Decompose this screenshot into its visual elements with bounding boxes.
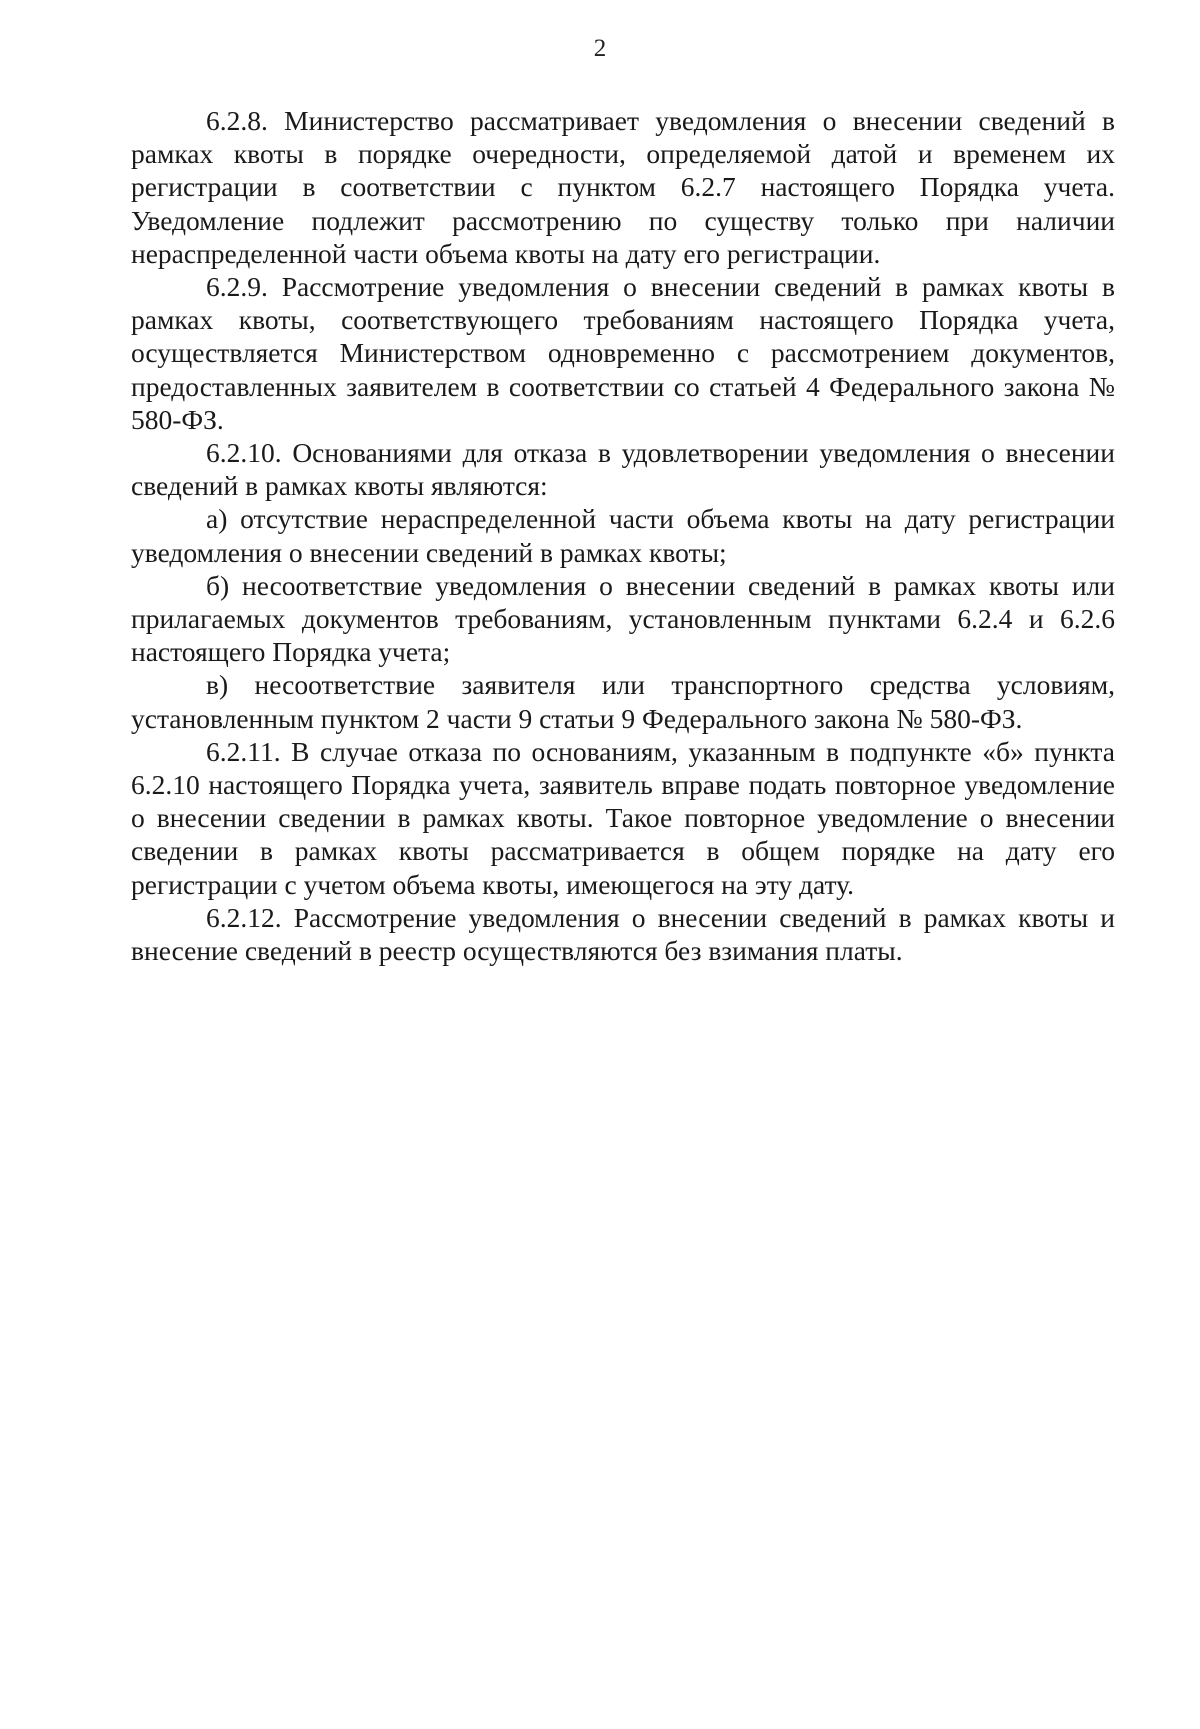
document-body — [131, 104, 1115, 967]
paragraph-6-2-8: 6.2.8. Министерство рассматривает уведомления о внесении сведений в рамках квоты в порядке очередности, определяемой датой и временем их регистрации в соответствии с пунктом 6.2.7 настоящего Порядка учета. Уведомление подлежит рассмотрению по существу только при наличии нераспределенной части объема квоты на дату его регистрации. — [131, 105, 1115, 269]
list-item-b: б) несоответствие уведомления о внесении сведений в рамках квоты или прилагаемых документов требованиям, установленным пунктами 6.2.4 и 6.2.6 настоящего Порядка учета; — [131, 569, 1115, 668]
list-item-a: а) отсутствие нераспределенной части объема квоты на дату регистрации уведомления о внесении сведений в рамках квоты; — [131, 503, 1115, 568]
paragraph-6-2-10: 6.2.10. Основаниями для отказа в удовлетворении уведомления о внесении сведений в рамках квоты являются: — [131, 437, 1115, 502]
paragraph-6-2-12: 6.2.12. Рассмотрение уведомления о внесении сведений в рамках квоты и внесение сведений в реестр осуществляются без взимания платы. — [131, 901, 1115, 967]
list-item-v: в) несоответствие заявителя или транспортного средства условиям, установленным пунктом 2 части 9 статьи 9 Федерального закона № 580-ФЗ. — [131, 669, 1115, 734]
page-number: 2 — [593, 35, 607, 62]
paragraph-6-2-9: 6.2.9. Рассмотрение уведомления о внесении сведений в рамках квоты в рамках квоты, соответствующего требованиям настоящего Порядка учета, осуществляется Министерством одновременно с рассмотрением документов, предоставленных заявителем в соответствии со статьей 4 Федерального закона № 580-ФЗ. — [131, 271, 1115, 435]
paragraph-6-2-11: 6.2.11. В случае отказа по основаниям, указанным в подпункте «б» пункта 6.2.10 настоящего Порядка учета, заявитель вправе подать повторное уведомление о внесении сведении в рамках квоты. Такое повторное уведомление о внесении сведении в рамках квоты рассматривается в общем порядке на дату его регистрации с учетом объема квоты, имеющегося на эту дату. — [131, 735, 1115, 900]
